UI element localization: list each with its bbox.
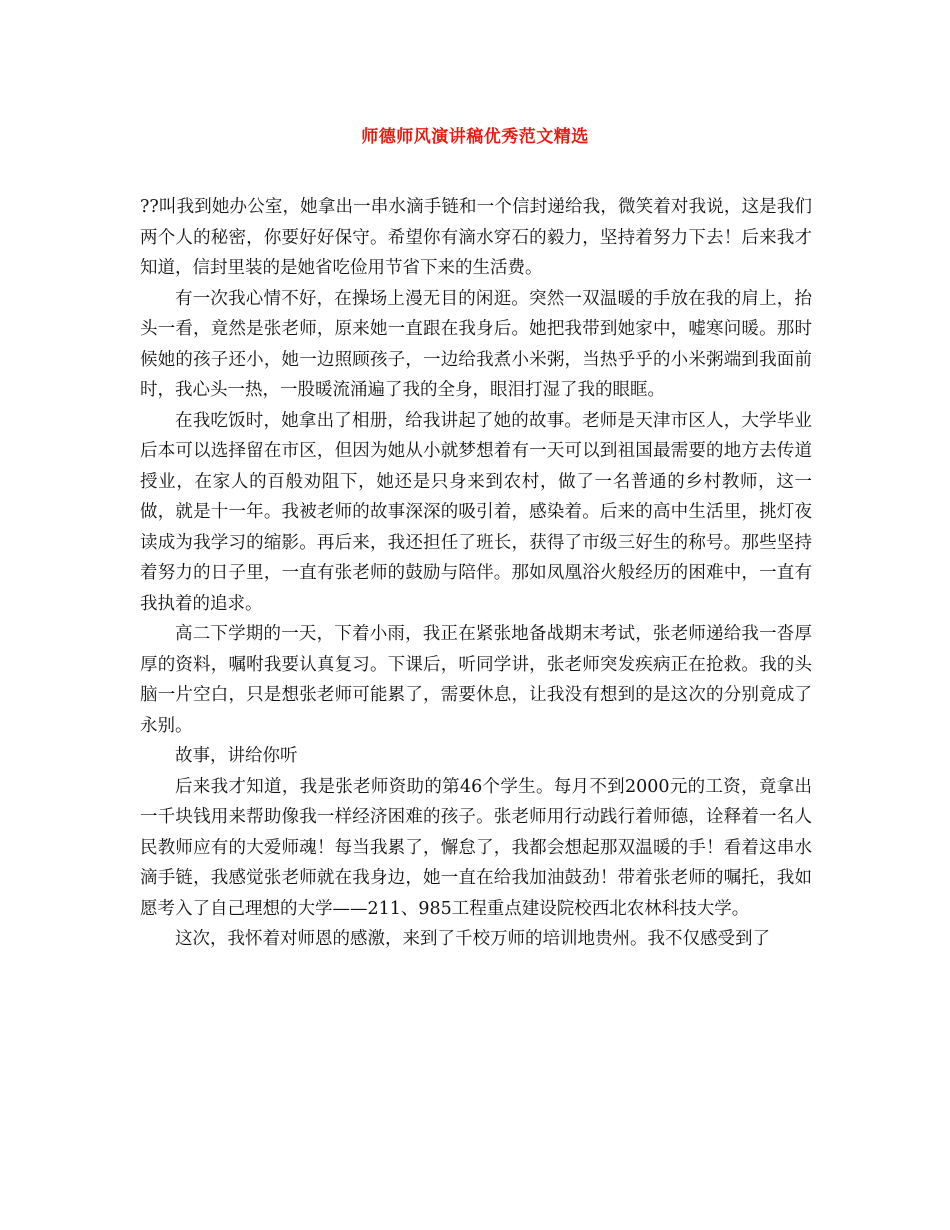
paragraph-7: 这次，我怀着对师恩的感激，来到了千校万师的培训地贵州。我不仅感受到了 <box>175 929 770 949</box>
paragraph-3: 在我吃饭时，她拿出了相册，给我讲起了她的故事。老师是天津市区人，大学毕业后本可以选择留在市区，但因为她从小就梦想着有一天可以到祖国最需要的地方去传道授业，在家人的百般劝阻下，她还是只身来到农村，做了一名普通的乡村教师，这一做，就是十一年。我被老师的故事深深的吸引着，感染着。后来的高中生活里，挑灯夜读成为我学习的缩影。再后来，我还担任了班长，获得了市级三好生的称号。那些坚持着努力的日子里，一直有张老师的鼓励与陪伴。那如凤凰浴火般经历的困难中，一直有我执着的追求。 <box>140 410 812 614</box>
paragraph-4: 高二下学期的一天，下着小雨，我正在紧张地备战期末考试，张老师递给我一沓厚厚的资料，嘱咐我要认真复习。下课后，听同学讲，张老师突发疾病正在抢救。我的头脑一片空白，只是想张老师可能累了，需要休息，让我没有想到的是这次的分别竟成了永别。 <box>140 624 812 736</box>
document-body <box>140 192 812 955</box>
paragraph-2: 有一次我心情不好，在操场上漫无目的闲逛。突然一双温暖的手放在我的肩上，抬头一看，竟然是张老师，原来她一直跟在我身后。她把我带到她家中，嘘寒问暖。那时候她的孩子还小，她一边照顾孩子，一边给我煮小米粥，当热乎乎的小米粥端到我面前时，我心头一热，一股暖流涌遍了我的全身，眼泪打湿了我的眼眶。 <box>140 288 812 400</box>
document-title: 师德师风演讲稿优秀范文精选 <box>361 127 589 147</box>
paragraph-5: 故事，讲给你听 <box>175 746 298 766</box>
paragraph-1: ??叫我到她办公室，她拿出一串水滴手链和一个信封递给我，微笑着对我说，这是我们两个人的秘密，你要好好保守。希望你有滴水穿石的毅力，坚持着努力下去！后来我才知道，信封里装的是她省吃俭用节省下来的生活费。 <box>140 197 812 278</box>
paragraph-6: 后来我才知道，我是张老师资助的第46个学生。每月不到2000元的工资，竟拿出一千块钱用来帮助像我一样经济困难的孩子。张老师用行动践行着师德，诠释着一名人民教师应有的大爱师魂！每当我累了，懈怠了，我都会想起那双温暖的手！看着这串水滴手链，我感觉张老师就在我身边，她一直在给我加油鼓劲！带着张老师的嘱托，我如愿考入了自己理想的大学——211、985工程重点建设院校西北农林科技大学。 <box>140 776 812 919</box>
